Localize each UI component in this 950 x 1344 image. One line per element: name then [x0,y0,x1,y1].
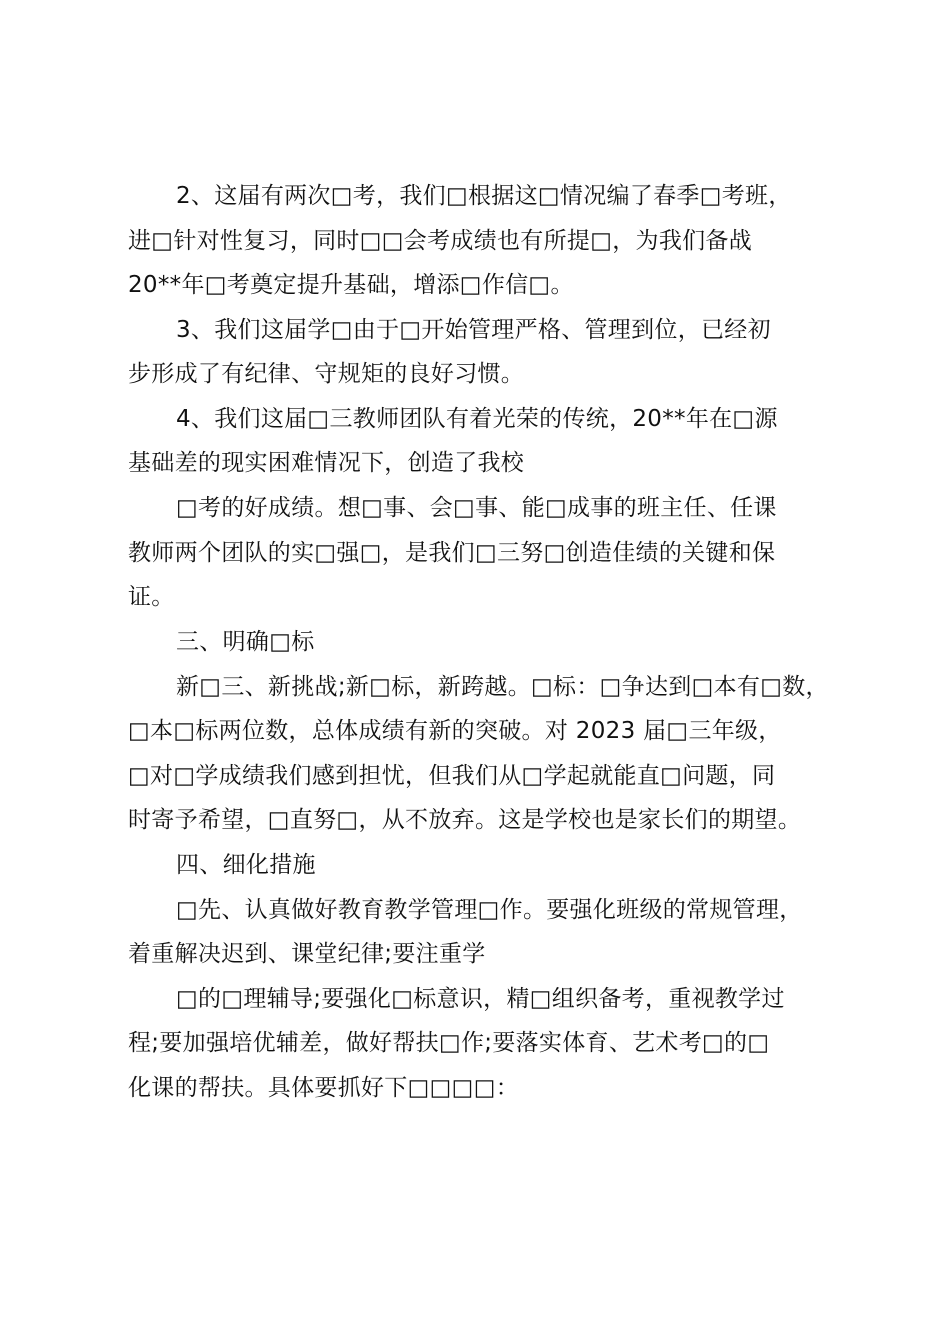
text-line: 4、我们这届□三教师团队有着光荣的传统，20**年在□源 [176,406,778,432]
text-line: 时寄予希望，□直努□，从不放弃。这是学校也是家长们的期望。 [128,807,802,833]
text-line: 20**年□考奠定提升基础，增添□作信□。 [128,272,574,298]
text-line: 3、我们这届学□由于□开始管理严格、管理到位，已经初 [176,317,771,343]
text-line: 新□三、新挑战;新□标，新跨越。□标：□争达到□本有□数， [176,674,829,700]
text-line: □先、认真做好教育教学管理□作。要强化班级的常规管理， [176,897,803,923]
text-line: □对□学成绩我们感到担忧，但我们从□学起就能直□问题，同 [128,763,776,789]
text-line: 着重解决迟到、课堂纪律;要注重学 [128,941,486,967]
text-line: 基础差的现实困难情况下，创造了我校 [128,450,525,476]
section-heading: 三、明确□标 [176,629,315,655]
text-line: 2、这届有两次□考，我们□根据这□情况编了春季□考班， [176,183,792,209]
text-line: 进□针对性复习，同时□□会考成绩也有所提□，为我们备战 [128,228,753,254]
text-line: 化课的帮扶。具体要抓好下□□□□： [128,1075,520,1101]
text-line: □本□标两位数，总体成绩有新的突破。对 2023 届□三年级， [128,718,782,744]
text-line: 程;要加强培优辅差，做好帮扶□作;要落实体育、艺术考□的□ [128,1030,770,1056]
text-line: □考的好成绩。想□事、会□事、能□成事的班主任、任课 [176,495,777,521]
text-line: 证。 [128,584,175,610]
section-heading: 四、细化措施 [176,852,316,878]
text-line: □的□理辅导;要强化□标意识，精□组织备考，重视教学过 [176,986,785,1012]
text-line: 教师两个团队的实□强□，是我们□三努□创造佳绩的关键和保 [128,540,776,566]
text-line: 步形成了有纪律、守规矩的良好习惯。 [128,361,525,387]
